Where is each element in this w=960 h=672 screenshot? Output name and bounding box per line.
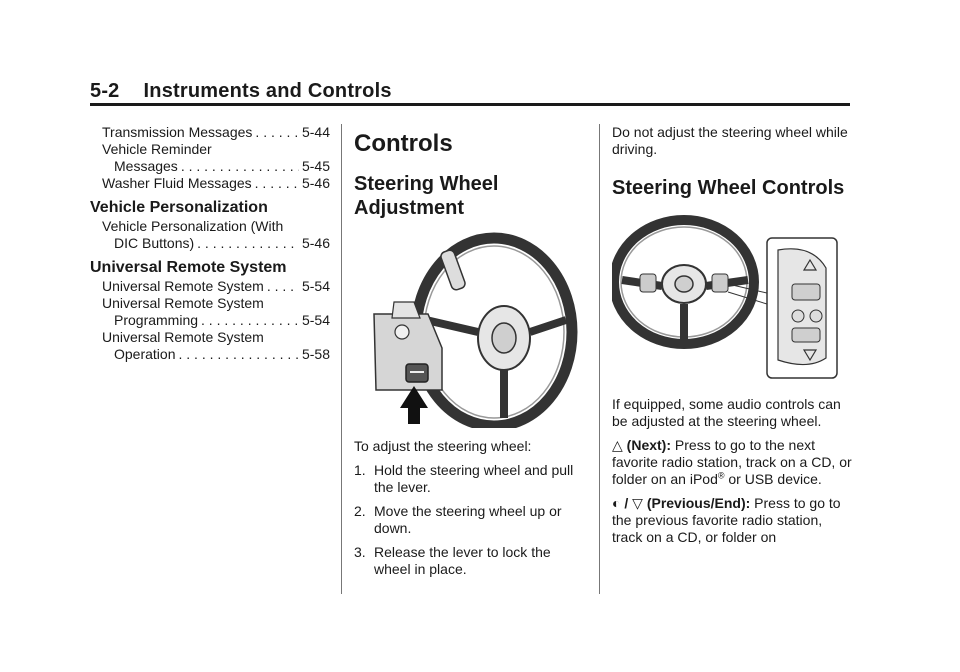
header-title	[90, 80, 850, 103]
section-title: Instruments and Controls	[143, 80, 392, 102]
step-item: 1. Hold the steering wheel and pull the lever.	[354, 462, 574, 495]
toc-entry[interactable]: Washer Fluid Messages . . . 5-46	[90, 175, 330, 192]
page-header	[90, 80, 850, 103]
toc-entry-cont[interactable]: Operation . . . 5-58	[90, 346, 330, 363]
controls-column	[354, 124, 588, 585]
toc-column	[90, 124, 330, 363]
next-triangle-icon: △	[612, 437, 623, 453]
column-divider-2	[599, 124, 600, 594]
adjustment-heading: Steering Wheel Adjustment	[354, 173, 499, 219]
toc-entry-cont[interactable]: Programming . . . 5-54	[90, 312, 330, 329]
swc-column	[612, 124, 852, 553]
step-item: 2. Move the steering wheel up or down.	[354, 503, 562, 536]
next-control-desc: △ (Next): Press to go to the next favorite radio station, track on a CD, or folder on an iPod® or USB device.	[612, 437, 852, 487]
toc-entry[interactable]: Vehicle Personalization (With	[102, 218, 284, 234]
steering-wheel-controls-figure	[612, 208, 852, 388]
end-triangle-icon: ▽	[632, 495, 643, 511]
previous-icon: ◐	[612, 495, 621, 511]
toc-entry[interactable]: Universal Remote System	[102, 329, 264, 345]
header-rule	[90, 103, 850, 106]
toc-section-title: Universal Remote System	[90, 259, 287, 276]
toc-entry[interactable]: Vehicle Reminder	[102, 141, 212, 157]
swc-intro: If equipped, some audio controls can be adjusted at the steering wheel.	[612, 396, 841, 429]
steering-wheel-adjustment-figure	[354, 228, 588, 428]
adjust-warning: Do not adjust the steering wheel while driving.	[612, 124, 848, 157]
toc-entry-cont[interactable]: Messages . . . 5-45	[90, 158, 330, 175]
toc-section-title: Vehicle Personalization	[90, 199, 268, 216]
adjust-intro: To adjust the steering wheel:	[354, 438, 532, 454]
swc-heading: Steering Wheel Controls	[612, 177, 845, 199]
toc-entry[interactable]: Universal Remote System	[102, 295, 264, 311]
toc-entry[interactable]: Transmission Messages . . . 5-44	[90, 124, 330, 141]
controls-heading: Controls	[354, 130, 453, 157]
toc-entry-cont[interactable]: DIC Buttons) . . . 5-46	[90, 235, 330, 252]
previous-control-desc: ◐ / ▽ (Previous/End): Press to go to the previous favorite radio station, track on a CD, or folder on	[612, 495, 841, 545]
step-item: 3. Release the lever to lock the wheel in place.	[354, 544, 551, 577]
page-number: 5-2	[90, 80, 120, 102]
toc-entry[interactable]: Universal Remote System . . . 5-54	[90, 278, 330, 295]
column-divider-1	[341, 124, 342, 594]
